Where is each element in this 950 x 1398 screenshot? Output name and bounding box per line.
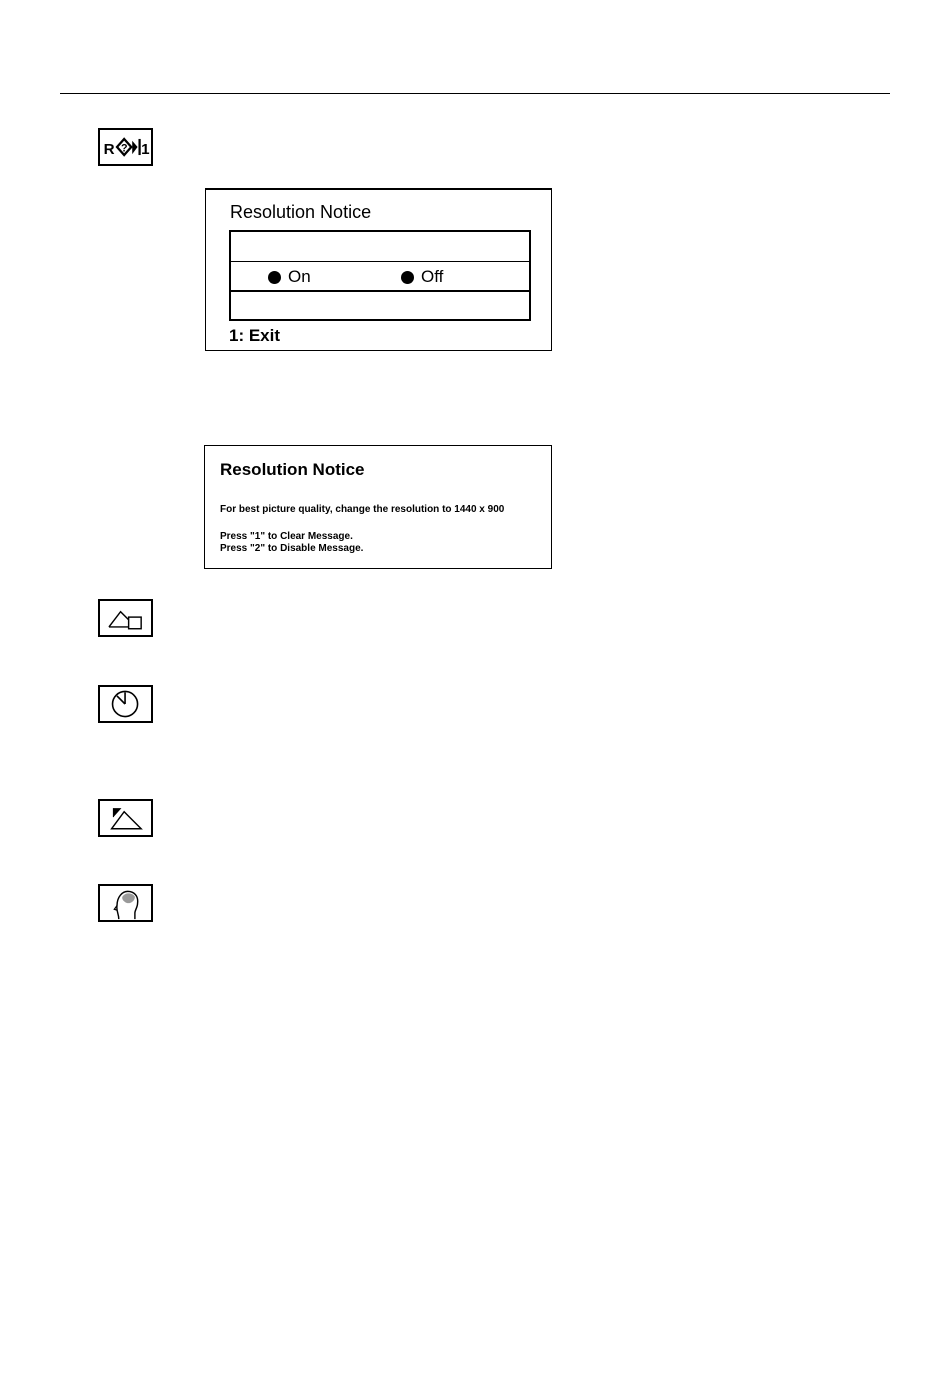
svg-text:1: 1 (141, 141, 150, 159)
svg-text:R: R (103, 141, 115, 159)
notice-title: Resolution Notice (220, 460, 365, 479)
clear-message-hint: Press "1" to Clear Message. (220, 531, 353, 542)
resolution-notice-icon (98, 128, 153, 166)
notice-text: For best picture quality, change the resolution to 1440 x 900 (220, 504, 505, 515)
picture-icon (98, 799, 153, 837)
options-table (229, 230, 531, 321)
option-off-radio[interactable] (401, 267, 443, 287)
options-row-middle (231, 262, 529, 292)
header-rule (60, 93, 890, 94)
radio-dot-icon (268, 271, 281, 284)
options-row-top (231, 232, 529, 262)
exit-hint: 1: Exit (229, 326, 281, 345)
clock-icon (98, 685, 153, 723)
shape-box-icon (98, 599, 153, 637)
option-off-label: Off (421, 267, 444, 286)
option-on-radio[interactable] (268, 267, 311, 287)
resolution-notice-dialog (205, 188, 552, 351)
svg-text:?: ? (121, 142, 128, 155)
dialog-title: Resolution Notice (230, 202, 372, 222)
resolution-notice-message (204, 445, 552, 569)
radio-dot-icon (401, 271, 414, 284)
disable-message-hint: Press "2" to Disable Message. (220, 543, 364, 554)
option-on-label: On (288, 267, 311, 286)
options-row-bottom (231, 292, 529, 319)
head-profile-icon (98, 884, 153, 922)
